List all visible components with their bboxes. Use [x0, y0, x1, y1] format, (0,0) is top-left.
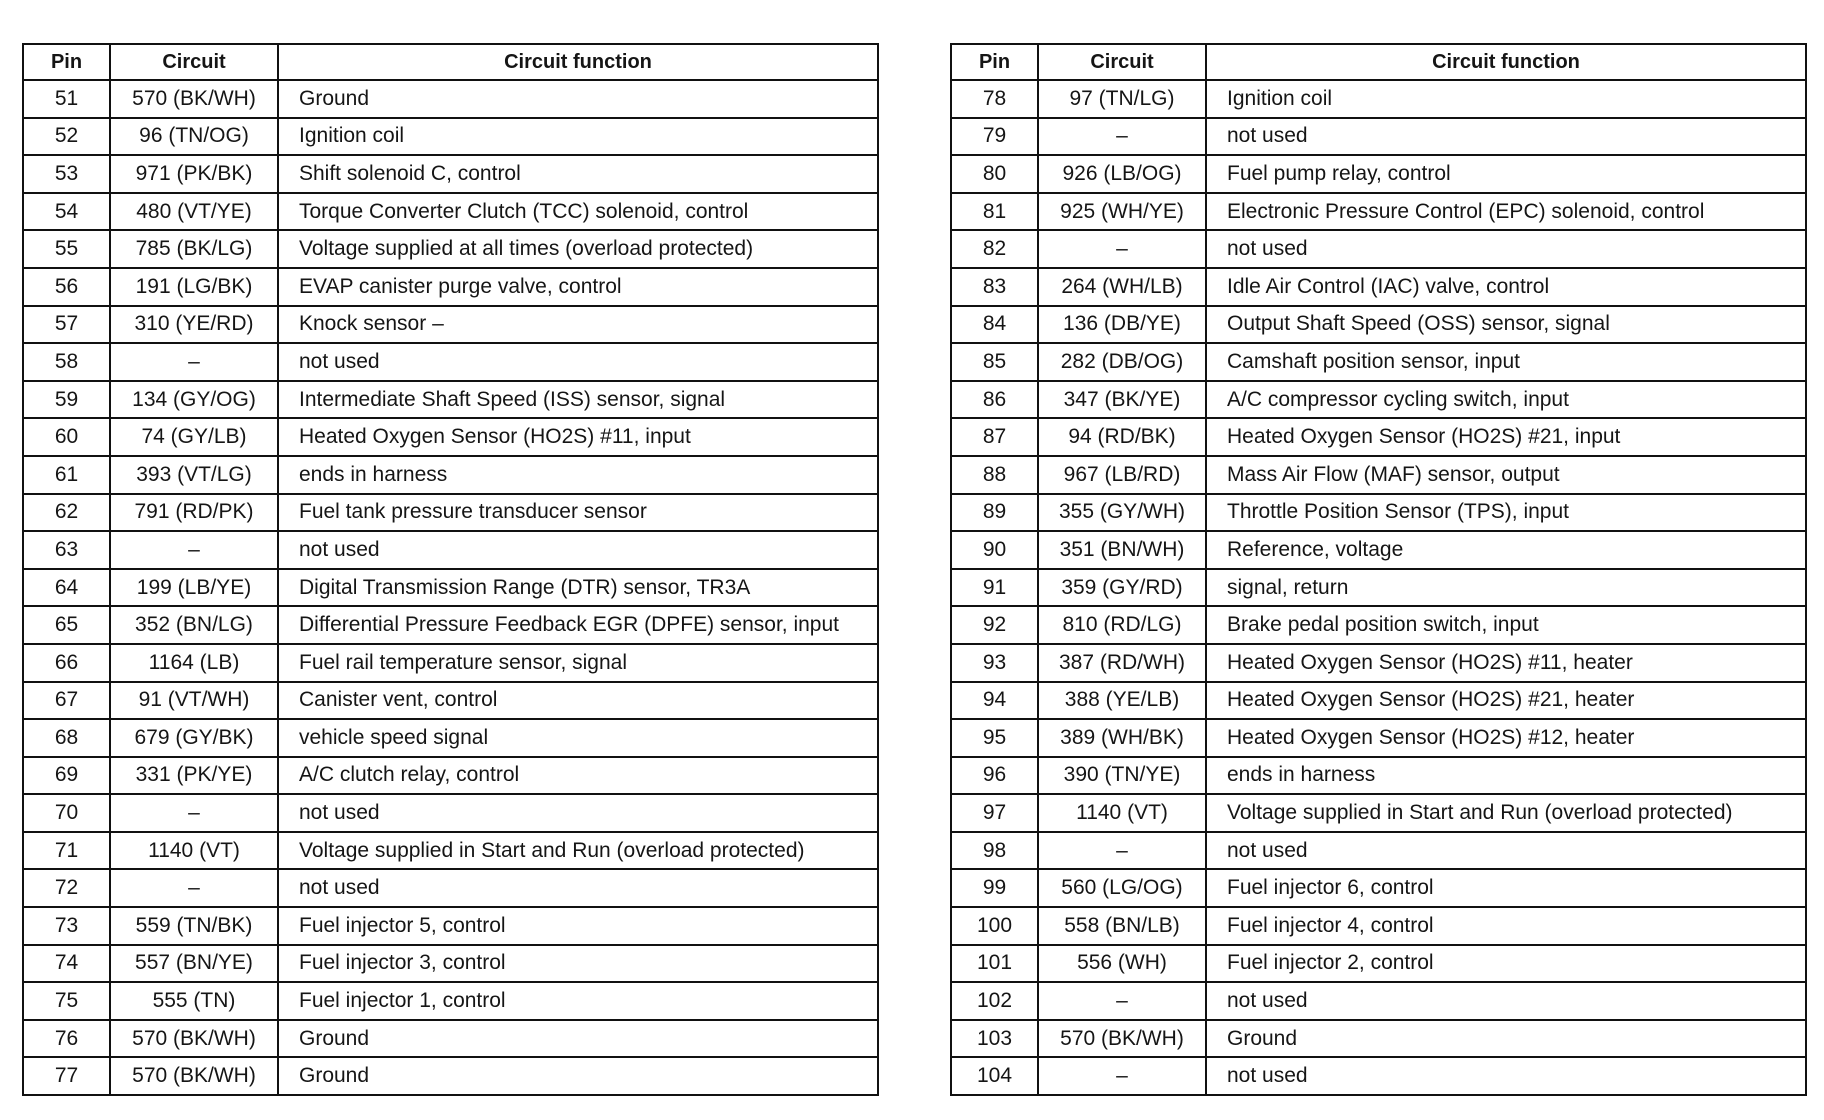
- function-cell: not used: [278, 343, 878, 381]
- circuit-cell: –: [110, 531, 278, 569]
- table-row: [951, 118, 1806, 156]
- table-row: [951, 644, 1806, 682]
- table-row: [951, 945, 1806, 983]
- header-circuit: Circuit: [110, 44, 278, 80]
- circuit-cell: 191 (LG/BK): [110, 268, 278, 306]
- pin-cell: 87: [951, 418, 1038, 456]
- circuit-cell: –: [1038, 982, 1206, 1020]
- header-circuit-function: Circuit function: [1206, 44, 1806, 80]
- header-row: [951, 44, 1806, 80]
- pin-cell: 80: [951, 155, 1038, 193]
- header-circuit-function: Circuit function: [278, 44, 878, 80]
- circuit-cell: –: [110, 794, 278, 832]
- function-cell: Heated Oxygen Sensor (HO2S) #21, heater: [1206, 682, 1806, 720]
- table-row: [951, 418, 1806, 456]
- pin-cell: 54: [23, 193, 110, 231]
- circuit-cell: 359 (GY/RD): [1038, 569, 1206, 607]
- pin-cell: 85: [951, 343, 1038, 381]
- pin-cell: 70: [23, 794, 110, 832]
- pin-cell: 53: [23, 155, 110, 193]
- pin-cell: 58: [23, 343, 110, 381]
- function-cell: Torque Converter Clutch (TCC) solenoid, control: [278, 193, 878, 231]
- pin-cell: 69: [23, 757, 110, 795]
- table-row: [951, 155, 1806, 193]
- table-row: [951, 907, 1806, 945]
- pin-cell: 71: [23, 832, 110, 870]
- circuit-cell: 1140 (VT): [110, 832, 278, 870]
- function-cell: Fuel pump relay, control: [1206, 155, 1806, 193]
- pin-cell: 82: [951, 230, 1038, 268]
- circuit-cell: 96 (TN/OG): [110, 118, 278, 156]
- header-pin: Pin: [951, 44, 1038, 80]
- pin-cell: 66: [23, 644, 110, 682]
- function-cell: Brake pedal position switch, input: [1206, 606, 1806, 644]
- function-cell: Camshaft position sensor, input: [1206, 343, 1806, 381]
- table-row: [23, 155, 878, 193]
- function-cell: vehicle speed signal: [278, 719, 878, 757]
- circuit-cell: 387 (RD/WH): [1038, 644, 1206, 682]
- table-row: [951, 1020, 1806, 1058]
- circuit-cell: 480 (VT/YE): [110, 193, 278, 231]
- pin-cell: 59: [23, 381, 110, 419]
- function-cell: Ignition coil: [1206, 80, 1806, 118]
- pin-cell: 68: [23, 719, 110, 757]
- table-body: [951, 80, 1806, 1095]
- circuit-cell: 570 (BK/WH): [110, 1057, 278, 1095]
- table-row: [23, 569, 878, 607]
- pin-cell: 57: [23, 306, 110, 344]
- circuit-cell: 810 (RD/LG): [1038, 606, 1206, 644]
- circuit-cell: 97 (TN/LG): [1038, 80, 1206, 118]
- function-cell: Heated Oxygen Sensor (HO2S) #11, input: [278, 418, 878, 456]
- function-cell: not used: [1206, 832, 1806, 870]
- circuit-cell: –: [110, 343, 278, 381]
- table-row: [951, 531, 1806, 569]
- table-row: [951, 606, 1806, 644]
- function-cell: Shift solenoid C, control: [278, 155, 878, 193]
- function-cell: not used: [1206, 982, 1806, 1020]
- circuit-cell: 136 (DB/YE): [1038, 306, 1206, 344]
- function-cell: Throttle Position Sensor (TPS), input: [1206, 494, 1806, 532]
- pinout-table-right: [950, 43, 1807, 1096]
- function-cell: Reference, voltage: [1206, 531, 1806, 569]
- pin-cell: 97: [951, 794, 1038, 832]
- pin-cell: 96: [951, 757, 1038, 795]
- table-row: [951, 719, 1806, 757]
- pin-cell: 101: [951, 945, 1038, 983]
- pin-cell: 62: [23, 494, 110, 532]
- table-row: [951, 343, 1806, 381]
- pin-cell: 90: [951, 531, 1038, 569]
- pin-cell: 78: [951, 80, 1038, 118]
- circuit-cell: 331 (PK/YE): [110, 757, 278, 795]
- table-row: [23, 230, 878, 268]
- table-header: [23, 44, 878, 80]
- circuit-cell: –: [110, 869, 278, 907]
- table-row: [951, 832, 1806, 870]
- pin-cell: 67: [23, 682, 110, 720]
- table-header: [951, 44, 1806, 80]
- circuit-cell: 1164 (LB): [110, 644, 278, 682]
- table-row: [951, 682, 1806, 720]
- table-row: [951, 456, 1806, 494]
- header-row: [23, 44, 878, 80]
- table-row: [23, 869, 878, 907]
- circuit-cell: 388 (YE/LB): [1038, 682, 1206, 720]
- function-cell: Electronic Pressure Control (EPC) solenoid, control: [1206, 193, 1806, 231]
- pin-cell: 94: [951, 682, 1038, 720]
- circuit-cell: 570 (BK/WH): [1038, 1020, 1206, 1058]
- pin-cell: 65: [23, 606, 110, 644]
- table-row: [23, 531, 878, 569]
- table-row: [951, 494, 1806, 532]
- circuit-cell: 91 (VT/WH): [110, 682, 278, 720]
- circuit-cell: 355 (GY/WH): [1038, 494, 1206, 532]
- table-row: [951, 982, 1806, 1020]
- circuit-cell: 925 (WH/YE): [1038, 193, 1206, 231]
- table-row: [23, 343, 878, 381]
- header-circuit: Circuit: [1038, 44, 1206, 80]
- table-row: [23, 80, 878, 118]
- function-cell: Fuel injector 4, control: [1206, 907, 1806, 945]
- table-row: [23, 193, 878, 231]
- function-cell: Ignition coil: [278, 118, 878, 156]
- table-row: [23, 682, 878, 720]
- function-cell: Fuel injector 6, control: [1206, 869, 1806, 907]
- circuit-cell: 347 (BK/YE): [1038, 381, 1206, 419]
- circuit-cell: 74 (GY/LB): [110, 418, 278, 456]
- table-row: [23, 494, 878, 532]
- header-pin: Pin: [23, 44, 110, 80]
- function-cell: Ground: [1206, 1020, 1806, 1058]
- pin-cell: 91: [951, 569, 1038, 607]
- pin-cell: 99: [951, 869, 1038, 907]
- pin-cell: 72: [23, 869, 110, 907]
- pin-cell: 73: [23, 907, 110, 945]
- table-row: [23, 832, 878, 870]
- pin-cell: 103: [951, 1020, 1038, 1058]
- circuit-cell: –: [1038, 118, 1206, 156]
- circuit-cell: 389 (WH/BK): [1038, 719, 1206, 757]
- circuit-cell: 560 (LG/OG): [1038, 869, 1206, 907]
- function-cell: Digital Transmission Range (DTR) sensor, TR3A: [278, 569, 878, 607]
- function-cell: Canister vent, control: [278, 682, 878, 720]
- table-row: [23, 456, 878, 494]
- circuit-cell: 971 (PK/BK): [110, 155, 278, 193]
- table-row: [23, 306, 878, 344]
- function-cell: Fuel injector 5, control: [278, 907, 878, 945]
- circuit-cell: 791 (RD/PK): [110, 494, 278, 532]
- table-row: [23, 907, 878, 945]
- pin-cell: 81: [951, 193, 1038, 231]
- function-cell: EVAP canister purge valve, control: [278, 268, 878, 306]
- circuit-cell: 199 (LB/YE): [110, 569, 278, 607]
- circuit-cell: 785 (BK/LG): [110, 230, 278, 268]
- table-row: [951, 230, 1806, 268]
- pin-cell: 84: [951, 306, 1038, 344]
- table-row: [951, 193, 1806, 231]
- pin-cell: 52: [23, 118, 110, 156]
- table-row: [951, 869, 1806, 907]
- table-row: [951, 757, 1806, 795]
- function-cell: Idle Air Control (IAC) valve, control: [1206, 268, 1806, 306]
- function-cell: not used: [1206, 118, 1806, 156]
- circuit-cell: 558 (BN/LB): [1038, 907, 1206, 945]
- circuit-cell: 679 (GY/BK): [110, 719, 278, 757]
- table-row: [23, 1057, 878, 1095]
- function-cell: Fuel tank pressure transducer sensor: [278, 494, 878, 532]
- pin-cell: 55: [23, 230, 110, 268]
- function-cell: Intermediate Shaft Speed (ISS) sensor, signal: [278, 381, 878, 419]
- pin-cell: 63: [23, 531, 110, 569]
- pinout-table-left: [22, 43, 879, 1096]
- function-cell: not used: [1206, 1057, 1806, 1095]
- table-row: [23, 644, 878, 682]
- circuit-cell: –: [1038, 230, 1206, 268]
- function-cell: Fuel rail temperature sensor, signal: [278, 644, 878, 682]
- function-cell: ends in harness: [1206, 757, 1806, 795]
- function-cell: not used: [278, 794, 878, 832]
- table-row: [951, 794, 1806, 832]
- table-row: [951, 268, 1806, 306]
- circuit-cell: 556 (WH): [1038, 945, 1206, 983]
- table-row: [951, 381, 1806, 419]
- pin-cell: 89: [951, 494, 1038, 532]
- function-cell: Knock sensor –: [278, 306, 878, 344]
- function-cell: Differential Pressure Feedback EGR (DPFE) sensor, input: [278, 606, 878, 644]
- pin-cell: 60: [23, 418, 110, 456]
- pin-cell: 64: [23, 569, 110, 607]
- circuit-cell: 390 (TN/YE): [1038, 757, 1206, 795]
- table-row: [23, 945, 878, 983]
- function-cell: Ground: [278, 80, 878, 118]
- table-row: [23, 118, 878, 156]
- function-cell: not used: [278, 531, 878, 569]
- function-cell: Output Shaft Speed (OSS) sensor, signal: [1206, 306, 1806, 344]
- circuit-cell: 967 (LB/RD): [1038, 456, 1206, 494]
- circuit-cell: 570 (BK/WH): [110, 1020, 278, 1058]
- table-row: [951, 1057, 1806, 1095]
- function-cell: Mass Air Flow (MAF) sensor, output: [1206, 456, 1806, 494]
- table-row: [951, 306, 1806, 344]
- function-cell: Fuel injector 2, control: [1206, 945, 1806, 983]
- function-cell: Voltage supplied at all times (overload protected): [278, 230, 878, 268]
- circuit-cell: 926 (LB/OG): [1038, 155, 1206, 193]
- function-cell: Heated Oxygen Sensor (HO2S) #21, input: [1206, 418, 1806, 456]
- pin-cell: 61: [23, 456, 110, 494]
- circuit-cell: 310 (YE/RD): [110, 306, 278, 344]
- circuit-cell: 282 (DB/OG): [1038, 343, 1206, 381]
- function-cell: not used: [278, 869, 878, 907]
- table-row: [23, 381, 878, 419]
- table-row: [951, 569, 1806, 607]
- pin-cell: 100: [951, 907, 1038, 945]
- function-cell: Fuel injector 1, control: [278, 982, 878, 1020]
- pin-cell: 79: [951, 118, 1038, 156]
- table-row: [23, 606, 878, 644]
- pin-cell: 77: [23, 1057, 110, 1095]
- circuit-cell: –: [1038, 1057, 1206, 1095]
- pin-cell: 93: [951, 644, 1038, 682]
- pin-cell: 104: [951, 1057, 1038, 1095]
- circuit-cell: 264 (WH/LB): [1038, 268, 1206, 306]
- pin-cell: 86: [951, 381, 1038, 419]
- table-row: [23, 719, 878, 757]
- circuit-cell: 351 (BN/WH): [1038, 531, 1206, 569]
- circuit-cell: 1140 (VT): [1038, 794, 1206, 832]
- pin-cell: 95: [951, 719, 1038, 757]
- function-cell: A/C compressor cycling switch, input: [1206, 381, 1806, 419]
- pin-cell: 98: [951, 832, 1038, 870]
- function-cell: signal, return: [1206, 569, 1806, 607]
- circuit-cell: –: [1038, 832, 1206, 870]
- circuit-cell: 559 (TN/BK): [110, 907, 278, 945]
- pin-cell: 102: [951, 982, 1038, 1020]
- table-row: [951, 80, 1806, 118]
- function-cell: Voltage supplied in Start and Run (overload protected): [278, 832, 878, 870]
- table-row: [23, 418, 878, 456]
- circuit-cell: 94 (RD/BK): [1038, 418, 1206, 456]
- function-cell: Ground: [278, 1057, 878, 1095]
- circuit-cell: 352 (BN/LG): [110, 606, 278, 644]
- circuit-cell: 134 (GY/OG): [110, 381, 278, 419]
- table-body: [23, 80, 878, 1095]
- function-cell: A/C clutch relay, control: [278, 757, 878, 795]
- table-row: [23, 757, 878, 795]
- circuit-cell: 555 (TN): [110, 982, 278, 1020]
- pin-cell: 88: [951, 456, 1038, 494]
- pin-cell: 92: [951, 606, 1038, 644]
- pin-cell: 75: [23, 982, 110, 1020]
- pin-cell: 56: [23, 268, 110, 306]
- table-row: [23, 794, 878, 832]
- table-row: [23, 268, 878, 306]
- pin-cell: 74: [23, 945, 110, 983]
- function-cell: Fuel injector 3, control: [278, 945, 878, 983]
- function-cell: Voltage supplied in Start and Run (overload protected): [1206, 794, 1806, 832]
- pin-cell: 76: [23, 1020, 110, 1058]
- pin-cell: 83: [951, 268, 1038, 306]
- function-cell: not used: [1206, 230, 1806, 268]
- circuit-cell: 393 (VT/LG): [110, 456, 278, 494]
- pin-cell: 51: [23, 80, 110, 118]
- function-cell: Ground: [278, 1020, 878, 1058]
- circuit-cell: 557 (BN/YE): [110, 945, 278, 983]
- function-cell: ends in harness: [278, 456, 878, 494]
- function-cell: Heated Oxygen Sensor (HO2S) #11, heater: [1206, 644, 1806, 682]
- function-cell: Heated Oxygen Sensor (HO2S) #12, heater: [1206, 719, 1806, 757]
- table-row: [23, 1020, 878, 1058]
- circuit-cell: 570 (BK/WH): [110, 80, 278, 118]
- table-row: [23, 982, 878, 1020]
